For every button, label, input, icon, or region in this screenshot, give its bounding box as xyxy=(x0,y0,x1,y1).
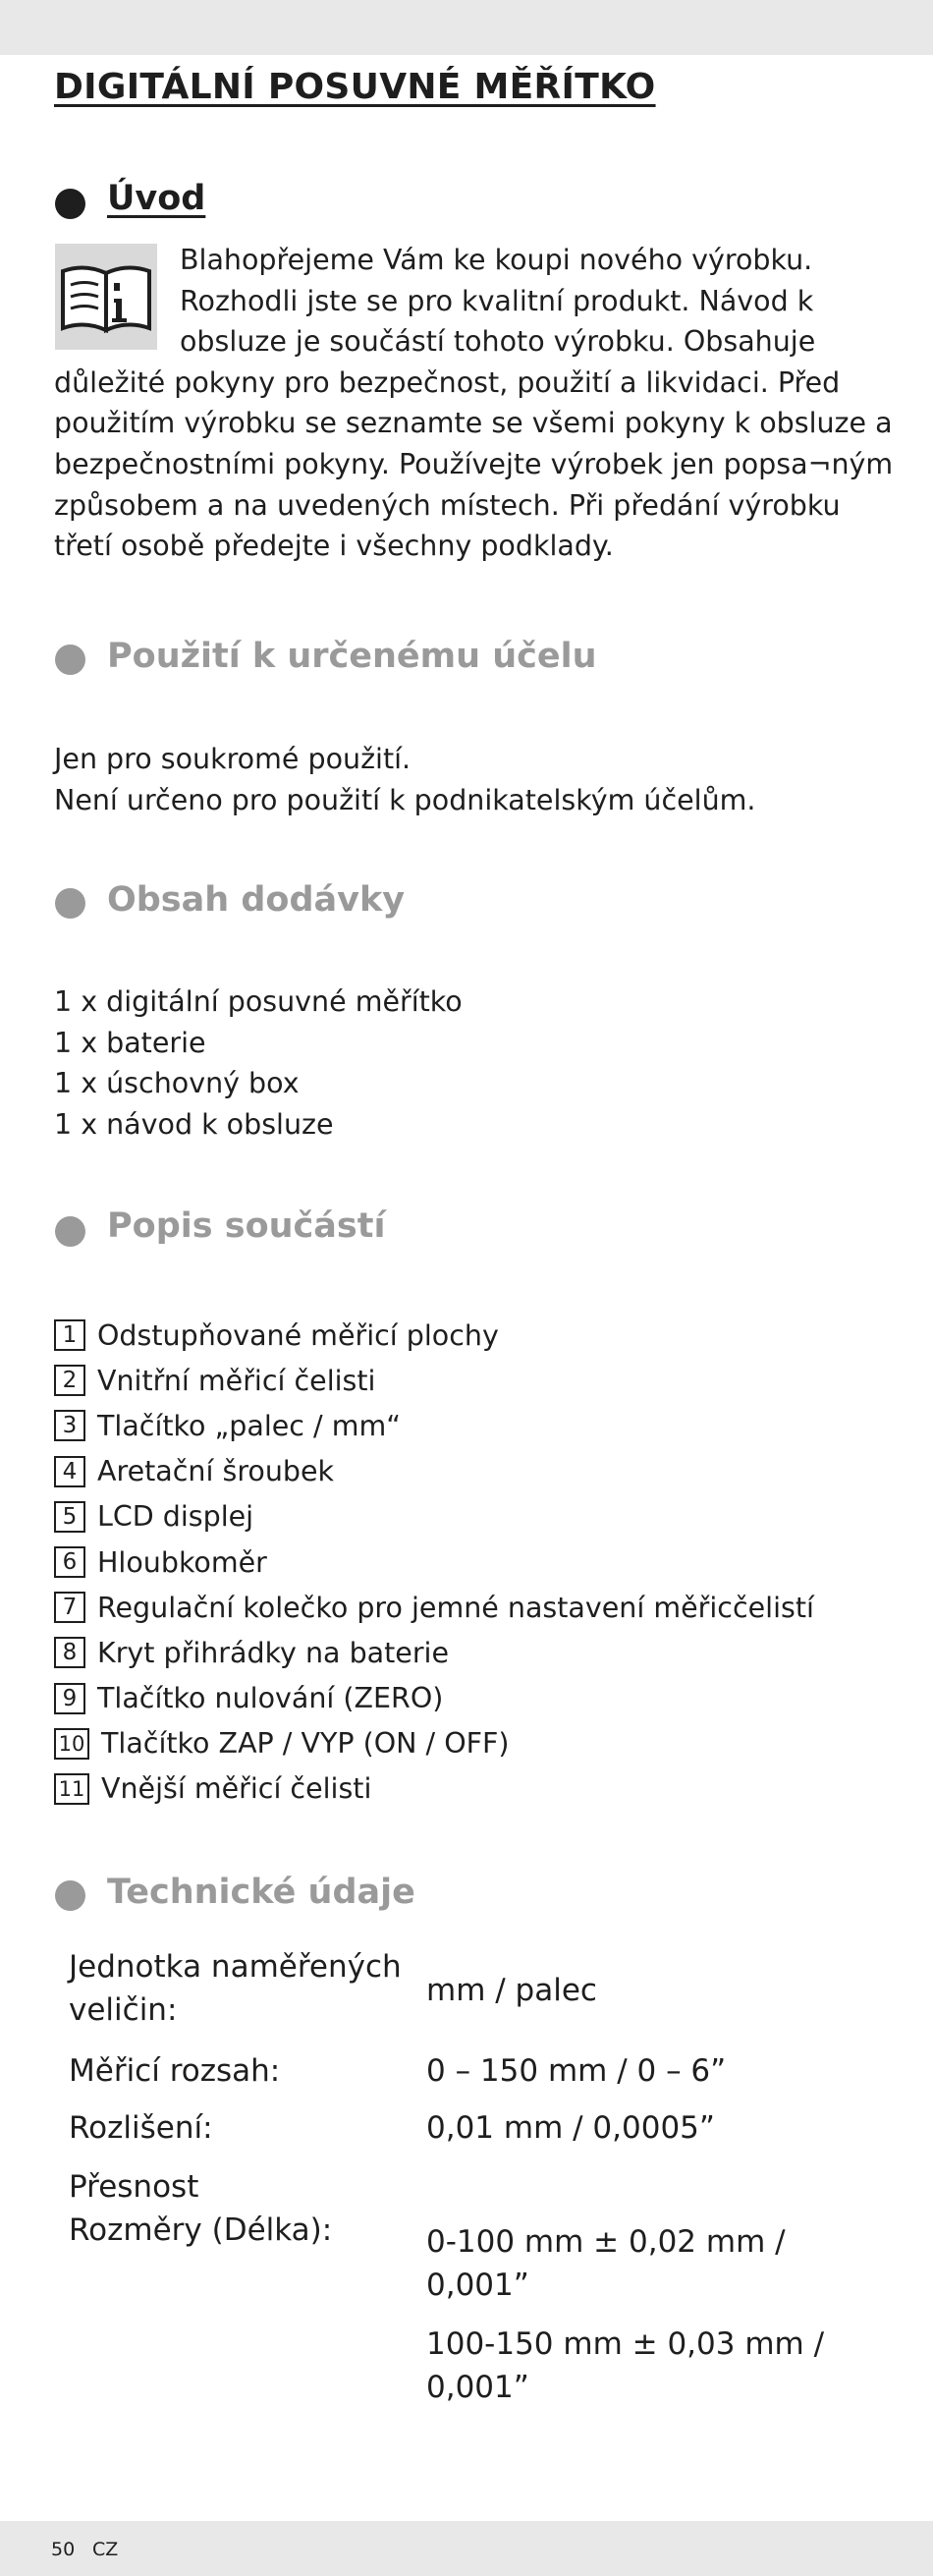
circle-bullet-icon xyxy=(55,189,85,219)
spec-unit-label: Jednotka naměřených veličin: xyxy=(69,1949,402,2028)
list-item xyxy=(54,1313,814,1358)
part-number: 2 xyxy=(54,1365,85,1396)
list-item xyxy=(54,1494,814,1540)
list-item xyxy=(54,1403,814,1448)
circle-bullet-icon xyxy=(55,644,85,675)
part-label: Aretační šroubek xyxy=(97,1455,335,1488)
top-band xyxy=(0,0,933,55)
section-heading-delivery: Obsah dodávky xyxy=(107,880,406,920)
part-number: 9 xyxy=(54,1683,85,1714)
parts-list xyxy=(54,1313,814,1812)
part-label: Hloubkoměr xyxy=(97,1545,267,1579)
spec-accuracy-value-1: 0-100 mm ± 0,02 mm / 0,001” xyxy=(426,2224,786,2303)
page-title: DIGITÁLNÍ POSUVNÉ MĚŘÍTKO xyxy=(54,67,656,107)
list-item: 1 x návod k obsluze xyxy=(54,1107,334,1141)
section-heading-parts: Popis součástí xyxy=(107,1206,386,1246)
intro-text: Blahopřejeme Vám ke koupi nového výrobku. Rozhodli jste se pro kvalitní produkt. Návod k obsluze je součástí tohoto výrobku. Obsahuje důležité pokyny pro bezpečnost, použití a likvidaci. Před použitím výrobku se seznamte se všemi pokyny k obsluze a bezpečnostními pokyny. Používejte výrobek jen popsa¬ným způsobem a na uvedených místech. Při předání výrobku třetí osobě předejte i všechny podklady. xyxy=(54,244,894,563)
part-number: 3 xyxy=(54,1410,85,1441)
circle-bullet-icon xyxy=(55,888,85,919)
part-number: 4 xyxy=(54,1456,85,1487)
spec-accuracy-value-2: 100-150 mm ± 0,03 mm / 0,001” xyxy=(426,2326,825,2405)
footer-band xyxy=(0,2521,933,2576)
list-item xyxy=(54,1540,814,1585)
list-item: 1 x baterie xyxy=(54,1026,206,1059)
part-number: 7 xyxy=(54,1592,85,1623)
list-item: 1 x digitální posuvné měřítko xyxy=(54,985,463,1018)
circle-bullet-icon xyxy=(55,1880,85,1911)
part-number: 10 xyxy=(54,1728,89,1760)
spec-resolution-value: 0,01 mm / 0,0005” xyxy=(426,2110,715,2146)
delivery-list xyxy=(54,981,463,1145)
part-number: 8 xyxy=(54,1637,85,1668)
part-number: 6 xyxy=(54,1546,85,1578)
section-heading-intended-use: Použití k určenému účelu xyxy=(107,637,597,676)
spec-resolution-label: Rozlišení: xyxy=(69,2110,213,2146)
circle-bullet-icon xyxy=(55,1216,85,1247)
list-item xyxy=(54,1358,814,1403)
part-label: Tlačítko nulování (ZERO) xyxy=(97,1682,444,1715)
section-heading-specs: Technické údaje xyxy=(107,1873,415,1912)
list-item xyxy=(54,1449,814,1494)
list-item xyxy=(54,1721,814,1766)
spec-unit-value: mm / palec xyxy=(426,1973,597,2008)
section-heading-intro: Úvod xyxy=(107,179,206,218)
part-label: Tlačítko „palec / mm“ xyxy=(97,1409,401,1442)
list-item xyxy=(54,1766,814,1812)
intended-use-line-2: Není určeno pro použití k podnikatelským účelům. xyxy=(54,784,756,816)
language-code: CZ xyxy=(92,2539,119,2560)
list-item xyxy=(54,1630,814,1675)
list-item: 1 x úschovný box xyxy=(54,1067,300,1100)
part-label: Tlačítko ZAP / VYP (ON / OFF) xyxy=(101,1727,510,1761)
spec-range-value: 0 – 150 mm / 0 – 6” xyxy=(426,2053,727,2089)
spec-range-label: Měřicí rozsah: xyxy=(69,2053,281,2089)
part-label: LCD displej xyxy=(97,1500,254,1534)
part-label: Vnější měřicí čelisti xyxy=(101,1772,372,1806)
part-label: Vnitřní měřicí čelisti xyxy=(97,1364,376,1397)
part-number: 1 xyxy=(54,1319,85,1351)
spec-dimensions-label: Rozměry (Délka): xyxy=(69,2212,333,2248)
intended-use-line-1: Jen pro soukromé použití. xyxy=(54,743,412,775)
page-number: 50 xyxy=(51,2539,76,2560)
spec-accuracy-label: Přesnost xyxy=(69,2169,199,2205)
part-label: Regulační kolečko pro jemné nastavení měřicčelistí xyxy=(97,1591,814,1624)
part-number: 5 xyxy=(54,1501,85,1533)
list-item xyxy=(54,1676,814,1721)
part-label: Kryt přihrádky na baterie xyxy=(97,1636,450,1669)
list-item xyxy=(54,1585,814,1630)
part-label: Odstupňované měřicí plochy xyxy=(97,1318,499,1352)
part-number: 11 xyxy=(54,1773,89,1805)
